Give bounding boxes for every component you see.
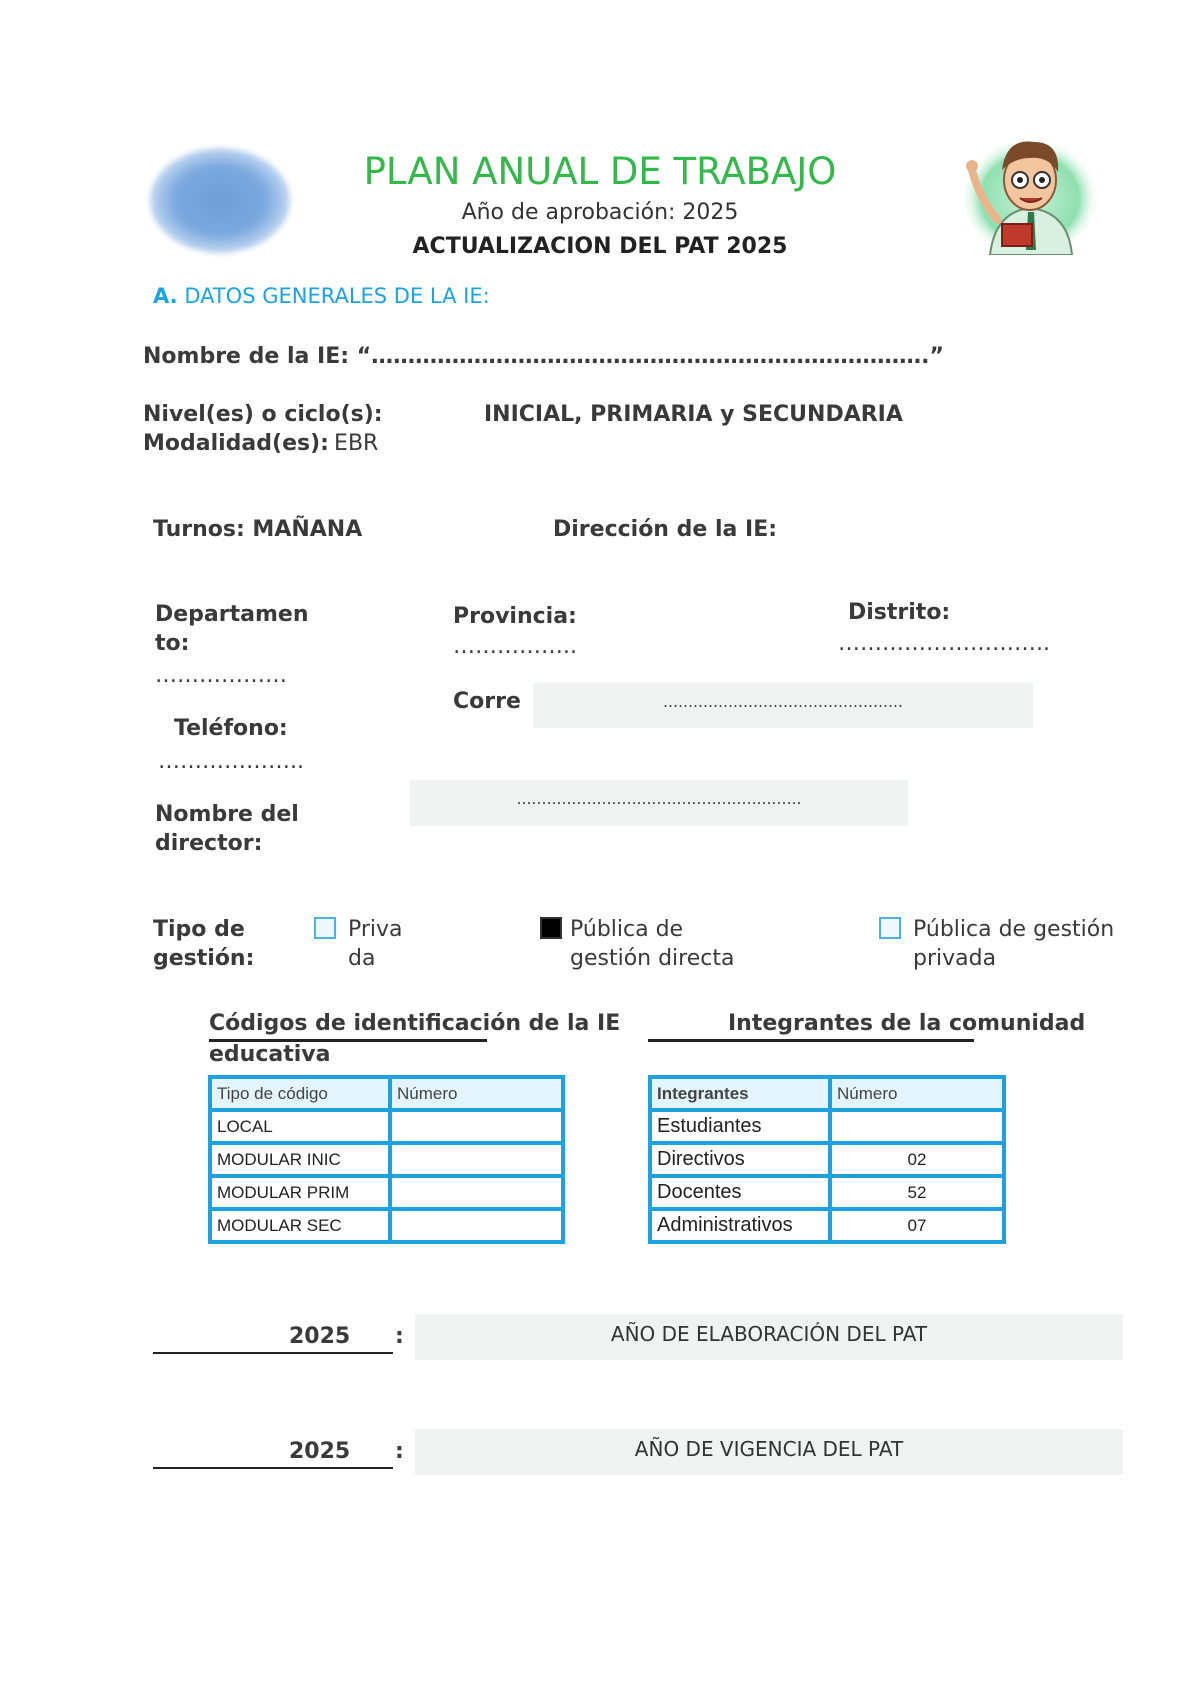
ie-name-row bbox=[143, 342, 944, 371]
approval-year: Año de aprobación: 2025 bbox=[461, 200, 739, 225]
code-number-cell[interactable] bbox=[390, 1209, 563, 1242]
public-private-option-line1: Pública de gestión bbox=[913, 917, 1115, 942]
validity-year-label: AÑO DE VIGENCIA DEL PAT bbox=[634, 1437, 904, 1461]
director-label-2: director: bbox=[155, 831, 263, 856]
member-count-cell[interactable]: 52 bbox=[830, 1176, 1004, 1209]
province-label: Provincia: bbox=[453, 604, 577, 629]
public-private-checkbox[interactable] bbox=[879, 917, 901, 939]
code-type-cell: MODULAR INIC bbox=[210, 1143, 390, 1176]
elaboration-year-row bbox=[153, 1314, 1123, 1360]
update-subtitle: ACTUALIZACION DEL PAT 2025 bbox=[412, 234, 788, 259]
member-type-cell: Administrativos bbox=[650, 1209, 830, 1242]
validity-year-colon: : bbox=[395, 1439, 404, 1464]
table-row bbox=[210, 1209, 563, 1242]
section-a-title: DATOS GENERALES DE LA IE: bbox=[184, 284, 490, 308]
ie-name-value: “………………………………………………………………….” bbox=[356, 344, 944, 369]
column-header: Número bbox=[830, 1077, 1004, 1110]
elaboration-year-colon: : bbox=[395, 1324, 404, 1349]
community-heading-2: educativa bbox=[209, 1042, 331, 1067]
management-label-2: gestión: bbox=[153, 946, 255, 971]
section-a-prefix: A. bbox=[153, 284, 178, 308]
elaboration-year-label-box bbox=[415, 1314, 1123, 1360]
district-value: ……………………….. bbox=[838, 631, 1050, 656]
member-type-cell: Estudiantes bbox=[650, 1110, 830, 1143]
phone-value: ……………….. bbox=[158, 749, 304, 774]
validity-year-label-box bbox=[415, 1429, 1123, 1475]
code-number-cell[interactable] bbox=[390, 1176, 563, 1209]
phone-label: Teléfono: bbox=[174, 716, 288, 741]
codes-table bbox=[208, 1075, 565, 1244]
member-count-cell[interactable]: 07 bbox=[830, 1209, 1004, 1242]
public-direct-option-line2: gestión directa bbox=[570, 946, 735, 971]
email-field bbox=[533, 683, 1033, 728]
table-row bbox=[650, 1209, 1004, 1242]
table-row bbox=[210, 1110, 563, 1143]
private-option-line1: Priva bbox=[348, 917, 403, 942]
table-row bbox=[650, 1176, 1004, 1209]
code-number-cell[interactable] bbox=[390, 1110, 563, 1143]
address-label: Dirección de la IE: bbox=[553, 517, 778, 542]
email-value: ………………………………………… bbox=[663, 693, 903, 711]
code-type-cell: LOCAL bbox=[210, 1110, 390, 1143]
codes-heading: Códigos de identificación de la IE bbox=[209, 1011, 621, 1036]
elaboration-year-value: 2025 bbox=[289, 1324, 351, 1349]
validity-year-value: 2025 bbox=[289, 1439, 351, 1464]
table-row bbox=[210, 1176, 563, 1209]
table-header-row bbox=[650, 1077, 1004, 1110]
district-label: Distrito: bbox=[848, 600, 951, 625]
elaboration-year-line bbox=[153, 1314, 393, 1354]
department-value: ……………… bbox=[155, 663, 287, 688]
table-header-row bbox=[210, 1077, 563, 1110]
email-label: Corre bbox=[453, 689, 521, 714]
department-label-1: Departamen bbox=[155, 602, 309, 627]
director-field bbox=[410, 780, 908, 826]
elaboration-year-label: AÑO DE ELABORACIÓN DEL PAT bbox=[610, 1322, 928, 1346]
table-row bbox=[650, 1143, 1004, 1176]
province-value: …………….. bbox=[453, 634, 577, 659]
document-title: PLAN ANUAL DE TRABAJO bbox=[363, 150, 837, 193]
public-private-option-line2: privada bbox=[913, 946, 997, 971]
public-direct-option-line1: Pública de bbox=[570, 917, 684, 942]
ie-name-label: Nombre de la IE: bbox=[143, 344, 350, 369]
director-label-1: Nombre del bbox=[155, 802, 299, 827]
validity-year-row bbox=[153, 1429, 1123, 1475]
member-type-cell: Directivos bbox=[650, 1143, 830, 1176]
community-heading-underline bbox=[648, 1039, 974, 1042]
levels-value: INICIAL, PRIMARIA y SECUNDARIA bbox=[484, 402, 903, 427]
department-label-2: to: bbox=[155, 631, 190, 656]
shifts: Turnos: MAÑANA bbox=[153, 517, 363, 542]
code-number-cell[interactable] bbox=[390, 1143, 563, 1176]
table-row bbox=[210, 1143, 563, 1176]
section-a-heading bbox=[153, 284, 490, 308]
column-header: Número bbox=[390, 1077, 563, 1110]
modality-row bbox=[143, 429, 378, 458]
management-label-1: Tipo de bbox=[153, 917, 245, 942]
column-header: Integrantes bbox=[650, 1077, 830, 1110]
modality-value: EBR bbox=[334, 431, 379, 456]
member-count-cell[interactable] bbox=[830, 1110, 1004, 1143]
modality-label: Modalidad(es): bbox=[143, 431, 329, 456]
levels-label: Nivel(es) o ciclo(s): bbox=[143, 402, 383, 427]
private-checkbox[interactable] bbox=[314, 917, 336, 939]
public-direct-checkbox[interactable] bbox=[540, 917, 562, 939]
table-row bbox=[650, 1110, 1004, 1143]
member-type-cell: Docentes bbox=[650, 1176, 830, 1209]
validity-year-line bbox=[153, 1429, 393, 1469]
code-type-cell: MODULAR SEC bbox=[210, 1209, 390, 1242]
director-value: ………………………………………………… bbox=[516, 790, 802, 808]
code-type-cell: MODULAR PRIM bbox=[210, 1176, 390, 1209]
private-option-line2: da bbox=[348, 946, 376, 971]
members-table bbox=[648, 1075, 1006, 1244]
community-heading-1: Integrantes de la comunidad bbox=[728, 1011, 1086, 1036]
column-header: Tipo de código bbox=[210, 1077, 390, 1110]
member-count-cell[interactable]: 02 bbox=[830, 1143, 1004, 1176]
